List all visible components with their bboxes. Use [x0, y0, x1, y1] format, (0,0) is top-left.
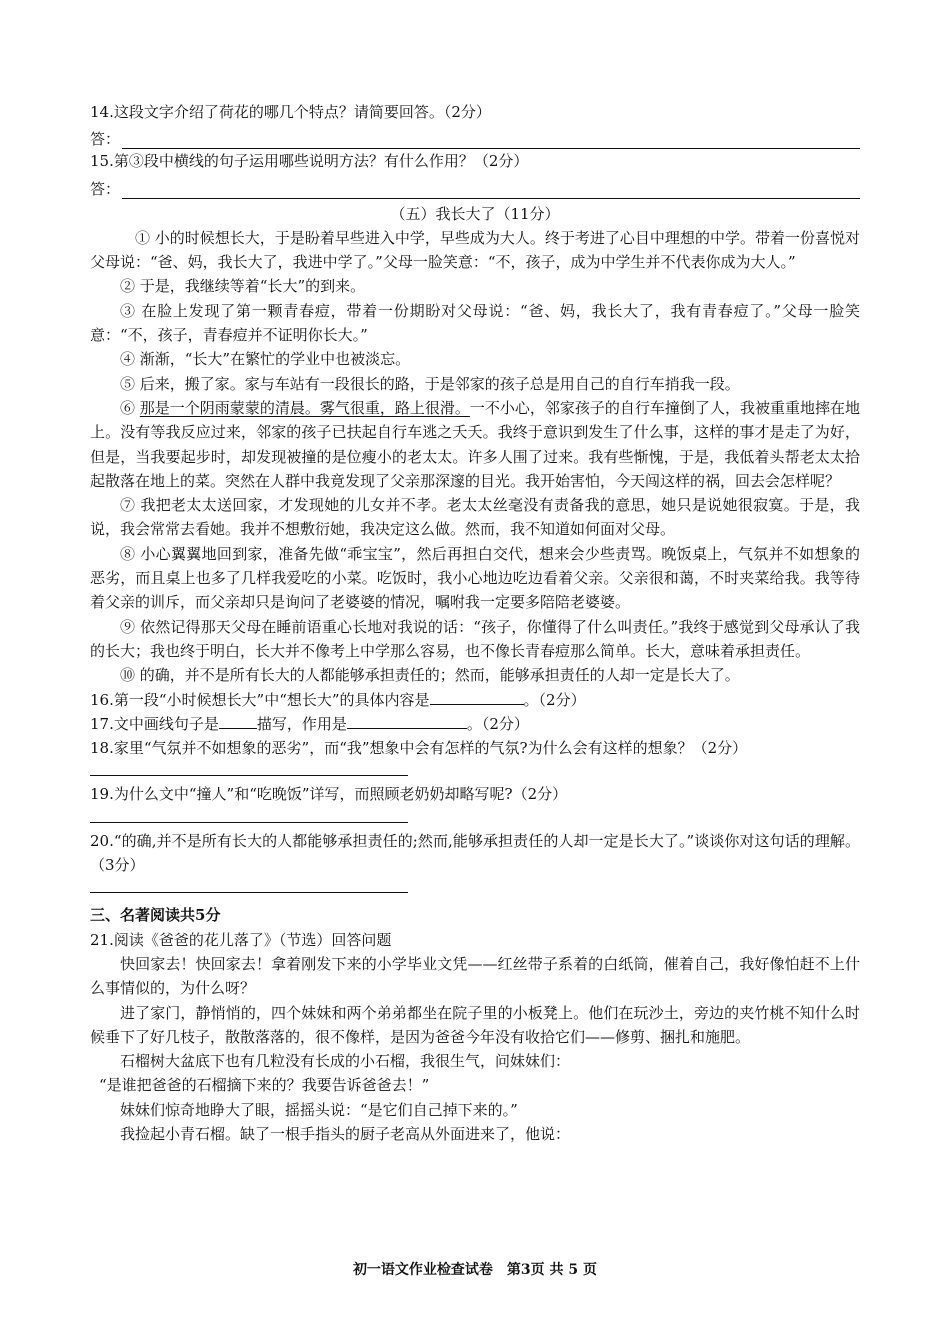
question-19: 19.为什么文中“撞人”和“吃晚饭”详写，而照顾老奶奶却略写呢?（2分）: [90, 785, 568, 804]
section-3-heading: 三、名著阅读共5分: [90, 906, 221, 925]
passage-paragraph-7: ⑦ 我把老太太送回家，才发现她的儿女并不孝。老太太丝毫没有责备我的意思，她只是说她很寂寞。于是，我说，我会常常去看她。我并不想敷衍她，我决定这么做。然而，我不知道如何面对父母。: [90, 496, 860, 539]
question-14: 14.这段文字介绍了荷花的哪几个特点？请简要回答。（2分）: [90, 103, 491, 121]
passage-paragraph-1: ① 小的时候想长大，于是盼着早些进入中学，早些成为大人。终于考进了心目中理想的中学。带着一份喜悦对父母说：“爸、妈，我长大了，我进中学了。”父母一脸笑意：“不，孩子，成为中学生并不代表你成为大人。”: [90, 228, 860, 272]
question-21: 21.阅读《爸爸的花儿落了》（节选）回答问题: [90, 930, 392, 949]
answer-rule-20[interactable]: [90, 891, 408, 893]
question-20: 20.“的确,并不是所有长大的人都能够承担责任的;然而,能够承担责任的人却一定是长大了。”谈谈你对这句话的理解。（3分）: [90, 831, 860, 875]
passage-paragraph-8: ⑧ 小心翼翼地回到家，准备先做“乖宝宝”，然后再担白交代，想来会少些责骂。晚饭桌上，气氛并不如想象的恶劣，而且桌上也多了几样我爱吃的小菜。吃饭时，我小心地边吃边看着父亲。父亲很和蔼，不时夹菜给我。我等待着父亲的训斥，而父亲却只是询问了老婆婆的情况，嘱咐我一定要多陪陪老婆婆。: [90, 544, 860, 612]
passage-paragraph-6: [90, 396, 860, 493]
passage-paragraph-4: ④ 渐渐，“长大”在繁忙的学业中也被淡忘。: [120, 350, 411, 369]
excerpt-paragraph-3: 石榴树大盆底下也有几粒没有长成的小石榴，我很生气，问妹妹们：: [120, 1052, 571, 1071]
passage-paragraph-5: ⑤ 后来，搬了家。家与车站有一段很长的路，于是邻家的孩子总是用自己的自行车捎我一段。: [120, 374, 740, 393]
answer-rule: [122, 182, 860, 199]
question-16: [90, 688, 860, 712]
answer-rule-19[interactable]: [90, 821, 408, 823]
fill-blank[interactable]: [430, 688, 524, 705]
passage-paragraph-9: ⑨ 依然记得那天父母在睡前语重心长地对我说的话：“孩子，你懂得了什么叫责任。”我终于感觉到父母承认了我的长大；我也终于明白，长大并不像考上中学那么容易，也不像长青春痘那么简单。长大，意味着承担责任。: [90, 617, 860, 660]
question-text: 17.文中画线句子是: [90, 714, 219, 733]
question-18: 18.家里“气氛并不如想象的恶劣”，而“我”想象中会有怎样的气氛?为什么会有这样的想象？（2分）: [90, 739, 748, 758]
answer-rule: [122, 132, 860, 149]
question-15: 15.第③段中横线的句子运用哪些说明方法？有什么作用？（2分）: [90, 152, 529, 171]
excerpt-paragraph-4: “是谁把爸爸的石榴摘下来的？我要告诉爸爸去！”: [99, 1076, 430, 1095]
underlined-sentence: 那是一个阴雨蒙蒙的清晨。雾气很重，路上很滑。: [139, 398, 470, 417]
exam-page: [90, 100, 860, 1146]
answer-rule-18[interactable]: [90, 774, 408, 776]
excerpt-paragraph-6: 我捡起小青石榴。缺了一根手指头的厨子老高从外面进来了，他说：: [120, 1124, 571, 1143]
fill-blank[interactable]: [347, 712, 467, 729]
answer-label: 答：: [90, 130, 121, 149]
fill-blank[interactable]: [219, 712, 257, 729]
answer-line-15[interactable]: [90, 174, 860, 199]
excerpt-paragraph-1: 快回家去！快回家去！拿着刚发下来的小学毕业文凭——红丝带子系着的白纸筒，催着自己，我好像怕赶不上什么事情似的，为什么呀？: [90, 954, 860, 998]
excerpt-paragraph-2: 进了家门，静悄悄的，四个妹妹和两个弟弟都坐在院子里的小板凳上。他们在玩沙土，旁边的夹竹桃不知什么时候垂下了好几枝子，散散落落的，很不像样，是因为爸爸今年没有收拾它们——修剪、捆扎和施肥。: [90, 1003, 860, 1046]
answer-label: 答：: [90, 179, 121, 198]
question-17: [90, 712, 860, 736]
question-text: 描写，作用是: [256, 714, 347, 733]
page-footer: 初一语文作业检查试卷 第3页 共 5 页: [352, 1262, 598, 1278]
paragraph-text: 一不小心，邻家孩子的自行车撞倒了人，我被重重地摔在地上。没有等我反应过来，邻家的孩子已扶起自行车逃之夭夭。我终于意识到发生了什么事，这样的事才是走了为好，但是，当我要起步时，却发现被撞的是位瘦小的老太太。许多人围了过来。我有些惭愧，于是，我低着头帮老太太拾起散落在地上的菜。突然在人群中我竟发现了父亲那深邃的目光。我开始害怕，今天闯这样的祸，回去会怎样呢？: [90, 398, 860, 490]
answer-line-14[interactable]: [90, 124, 860, 149]
section-5-title: （五）我长大了（11分）: [390, 204, 560, 223]
paragraph-number: ⑥: [120, 398, 140, 417]
passage-paragraph-3: ③ 在脸上发现了第一颗青春痘，带着一份期盼对父母说：“爸、妈，我长大了，我有青春痘了。”父母一脸笑意：“不，孩子，青春痘并不证明你长大。”: [90, 301, 860, 345]
passage-paragraph-2: ② 于是，我继续等着“长大”的到来。: [120, 277, 366, 296]
question-text: 。（2分）: [523, 690, 586, 709]
question-text: 。（2分）: [466, 714, 529, 733]
question-text: 16.第一段“小时候想长大”中“想长大”的具体内容是: [90, 690, 430, 709]
excerpt-paragraph-5: 妹妹们惊奇地睁大了眼，摇摇头说：“是它们自己掉下来的。”: [120, 1100, 518, 1119]
passage-paragraph-10: ⑩ 的确，并不是所有长大的人都能够承担责任的；然而，能够承担责任的人却一定是长大了。: [120, 666, 740, 685]
